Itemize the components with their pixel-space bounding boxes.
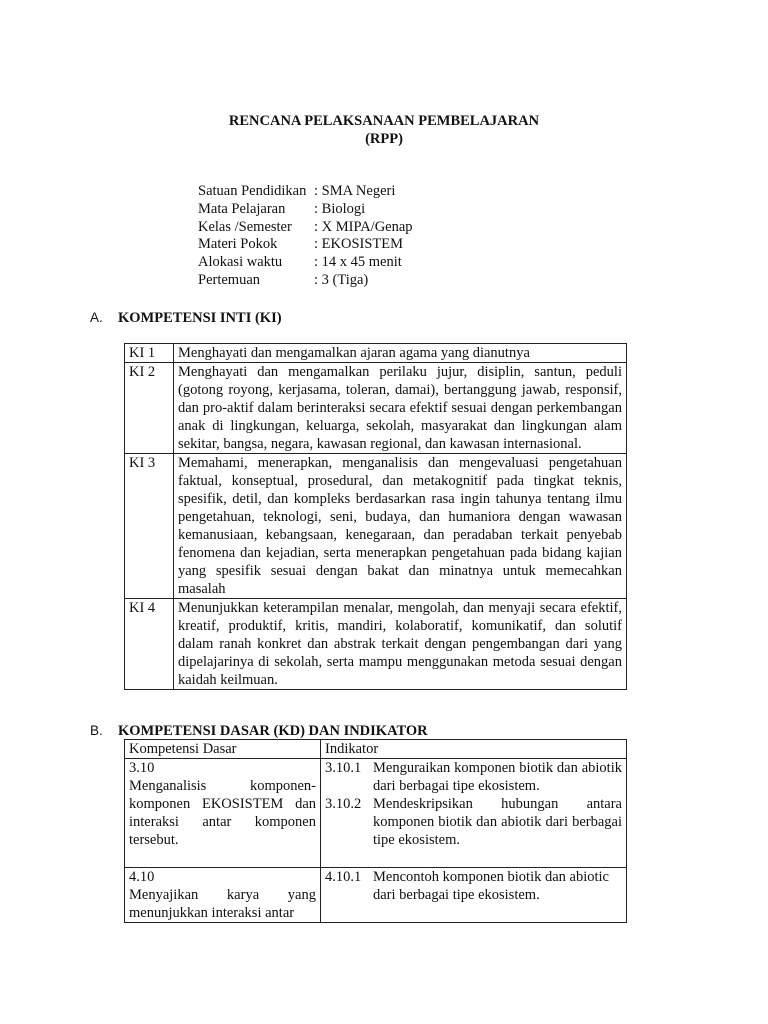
title-line-2: (RPP) <box>365 131 403 147</box>
indicator-text: Menguraikan komponen biotik dan abiotik dari berbagai tipe ekosistem. <box>373 760 622 794</box>
table-header-row <box>125 740 627 759</box>
column-header-indikator: Indikator <box>321 740 627 759</box>
identity-row <box>198 235 413 253</box>
section-b-heading <box>90 722 428 740</box>
identity-value: : Biologi <box>314 200 366 217</box>
kd-number: 3.10 <box>129 760 155 776</box>
ki-description: Menghayati dan mengamalkan perilaku jujur, disiplin, santun, peduli (gotong royong, kerjasama, toleran, damai), bertanggung jawab, responsif, dan pro-aktif dalam berinteraksi secara efektif sesuai dengan perkembangan anak di lingkungan, keluarga, sekolah, masyarakat dan lingkungan alam sekitar, bangsa, negara, kawasan regional, dan kawasan internasional. <box>174 363 627 454</box>
table-row <box>125 344 627 363</box>
indicator-text: Mencontoh komponen biotik dan abiotic dari berbagai tipe ekosistem. <box>373 869 609 903</box>
ki-description: Menghayati dan mengamalkan ajaran agama yang dianutnya <box>174 344 627 363</box>
section-b-letter: B. <box>90 723 103 738</box>
indicator-item <box>325 759 622 795</box>
identity-key: Pertemuan <box>198 271 261 288</box>
ki-description: Menunjukkan keterampilan menalar, mengolah, dan menyaji secara efektif, kreatif, produktif, kritis, mandiri, kolaboratif, komunikatif, dan solutif dalam ranah konkret dan abstrak terkait dengan pengembangan dari yang dipelajarinya di sekolah, serta mampu menggunakan metoda sesuai dengan kaidah keilmuan. <box>174 599 627 690</box>
kd-text: Menganalisis komponen-komponen EKOSISTEM dan interaksi antar komponen tersebut. <box>129 778 316 848</box>
identity-row <box>198 253 413 271</box>
kd-text: Menyajikan karya yang menunjukkan interaksi antar <box>129 887 316 921</box>
section-a-heading <box>90 309 282 327</box>
identity-row <box>198 218 413 236</box>
identity-key: Kelas /Semester <box>198 218 292 235</box>
indicator-item <box>325 868 622 904</box>
identity-value: : EKOSISTEM <box>314 236 404 253</box>
ki-code: KI 4 <box>125 599 174 690</box>
identity-row <box>198 182 413 200</box>
table-row <box>125 599 627 690</box>
kd-number: 4.10 <box>129 869 155 885</box>
column-header-kd: Kompetensi Dasar <box>125 740 321 759</box>
indicator-number: 3.10.1 <box>325 760 362 776</box>
ki-description: Memahami, menerapkan, menganalisis dan mengevaluasi pengetahuan faktual, konseptual, prosedural, dan metakognitif pada tingkat teknis, spesifik, detil, dan kompleks berdasarkan rasa ingin tahunya tentang ilmu pengetahuan, teknologi, seni, budaya, dan humaniora dengan wawasan kemanusiaan, kebangsaan, kenegaraan, dan peradaban terkait penyebab fenomena dan kejadian, serta menerapkan pengetahuan pada bidang kajian yang spesifik sesuai dengan bakat dan minatnya untuk memecahkan masalah <box>174 454 627 599</box>
identity-value: : 14 x 45 menit <box>314 254 402 271</box>
identity-row <box>198 271 413 289</box>
identity-value: : X MIPA/Genap <box>314 218 413 235</box>
kd-cell <box>125 868 321 923</box>
title-line-1: RENCANA PELAKSANAAN PEMBELAJARAN <box>228 113 540 129</box>
indikator-cell <box>321 759 627 868</box>
identity-value: : SMA Negeri <box>314 183 396 199</box>
identity-key: Mata Pelajaran <box>198 200 286 217</box>
section-a-letter: A. <box>90 310 103 325</box>
indikator-cell <box>321 868 627 923</box>
indicator-item <box>325 795 622 849</box>
indicator-number: 3.10.2 <box>325 796 362 812</box>
ki-code: KI 2 <box>125 363 174 454</box>
table-row <box>125 363 627 454</box>
identity-key: Satuan Pendidikan <box>198 183 307 199</box>
document-title <box>0 112 768 148</box>
identity-row <box>198 200 413 218</box>
identity-value: : 3 (Tiga) <box>314 271 369 288</box>
ki-table <box>124 343 627 690</box>
section-b-title: KOMPETENSI DASAR (KD) DAN INDIKATOR <box>118 723 428 739</box>
ki-code: KI 1 <box>125 344 174 363</box>
table-row <box>125 454 627 599</box>
indicator-text: Mendeskripsikan hubungan antara komponen biotik dan abiotik dari berbagai tipe ekosistem. <box>373 796 622 848</box>
section-a-title: KOMPETENSI INTI (KI) <box>118 310 282 326</box>
ki-code: KI 3 <box>125 454 174 599</box>
kd-indikator-table <box>124 739 627 923</box>
identity-key: Materi Pokok <box>198 236 278 253</box>
indicator-number: 4.10.1 <box>325 869 362 885</box>
table-row <box>125 759 627 868</box>
identity-key: Alokasi waktu <box>198 254 283 271</box>
table-row <box>125 868 627 923</box>
identity-block <box>198 182 413 289</box>
kd-cell <box>125 759 321 868</box>
